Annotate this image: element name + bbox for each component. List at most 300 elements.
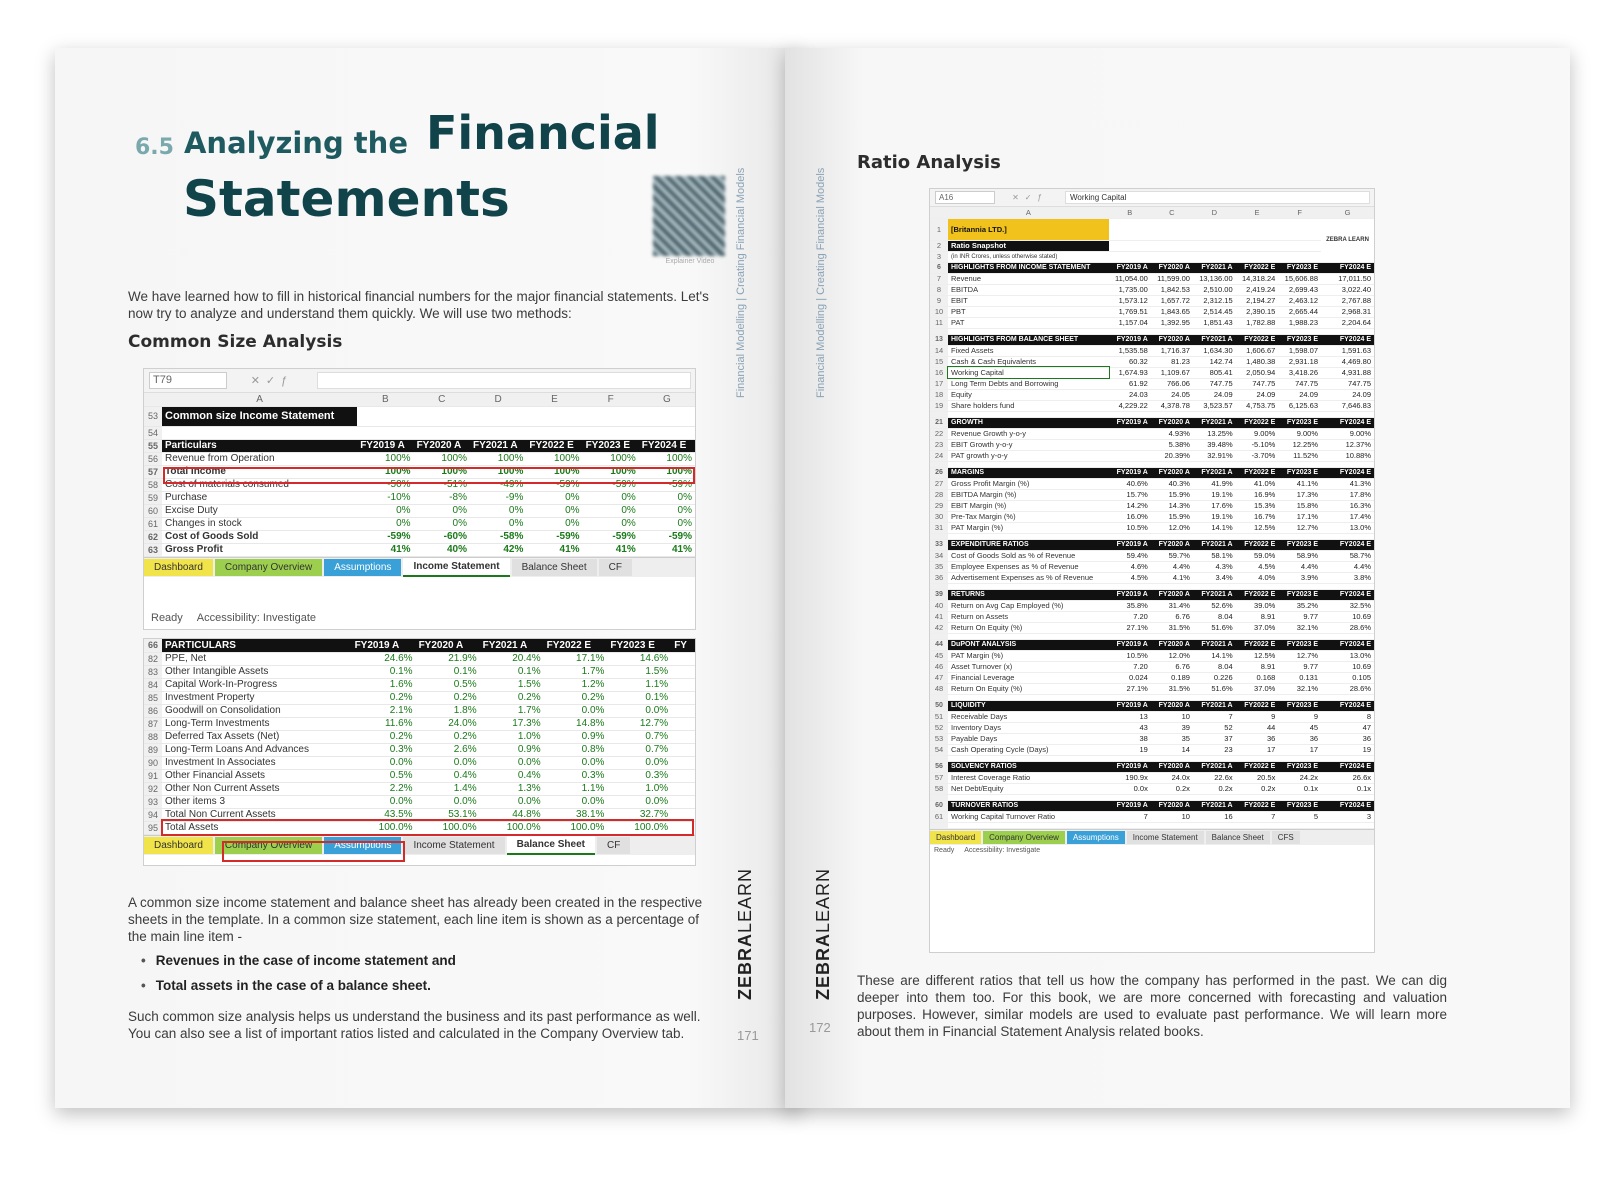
value-cell[interactable]: 3.4% xyxy=(1193,572,1236,583)
value-cell[interactable]: 2.2% xyxy=(352,782,416,795)
value-cell[interactable]: 0.0% xyxy=(544,795,608,808)
empty-cell[interactable] xyxy=(1151,240,1193,251)
empty-cell[interactable] xyxy=(470,406,526,426)
value-cell[interactable]: 16.0% xyxy=(1109,511,1151,522)
value-cell[interactable]: 0.105 xyxy=(1321,672,1374,683)
value-cell[interactable]: 11,054.00 xyxy=(1109,273,1151,284)
value-cell[interactable]: -9% xyxy=(470,491,526,504)
row-label[interactable]: Other Non Current Assets xyxy=(162,782,352,795)
value-cell[interactable]: 14.6% xyxy=(607,652,671,665)
value-cell[interactable]: 0.2% xyxy=(544,691,608,704)
value-cell[interactable]: 39.48% xyxy=(1193,439,1236,450)
value-cell[interactable]: 1,157.04 xyxy=(1109,317,1151,328)
value-cell[interactable]: 4,931.88 xyxy=(1321,367,1374,378)
row-label[interactable]: Excise Duty xyxy=(162,504,357,517)
value-cell[interactable]: 1,769.51 xyxy=(1109,306,1151,317)
value-cell[interactable]: 0.8% xyxy=(544,743,608,756)
value-cell[interactable]: 0.0% xyxy=(416,756,480,769)
row-label[interactable]: Interest Coverage Ratio xyxy=(948,772,1109,783)
value-cell[interactable]: -59% xyxy=(526,530,582,543)
value-cell[interactable]: 0.168 xyxy=(1236,672,1279,683)
value-cell[interactable]: 53.1% xyxy=(416,808,480,821)
value-cell[interactable]: 20.5x xyxy=(1236,772,1279,783)
value-cell[interactable]: 0.3% xyxy=(352,743,416,756)
value-cell[interactable]: 100% xyxy=(357,452,413,465)
value-cell[interactable]: 100% xyxy=(470,452,526,465)
value-cell[interactable]: 747.75 xyxy=(1321,378,1374,389)
value-cell[interactable]: 12.37% xyxy=(1321,439,1374,450)
row-label[interactable]: Payable Days xyxy=(948,733,1109,744)
value-cell[interactable]: 41% xyxy=(357,543,413,556)
empty-cell[interactable] xyxy=(1193,218,1236,240)
value-cell[interactable]: 1,598.07 xyxy=(1278,345,1321,356)
value-cell[interactable]: 5.38% xyxy=(1151,439,1193,450)
value-cell[interactable]: 10.69 xyxy=(1321,611,1374,622)
value-cell[interactable]: 14,318.24 xyxy=(1236,273,1279,284)
value-cell[interactable]: 12.7% xyxy=(1278,522,1321,533)
value-cell[interactable]: 0.2% xyxy=(352,730,416,743)
value-cell[interactable]: 16 xyxy=(1193,811,1236,822)
value-cell[interactable]: 747.75 xyxy=(1193,378,1236,389)
value-cell[interactable]: 13.0% xyxy=(1321,650,1374,661)
value-cell[interactable]: 100.0% xyxy=(352,821,416,834)
value-cell[interactable]: 0.0% xyxy=(480,756,544,769)
value-cell[interactable]: 100% xyxy=(414,465,470,478)
value-cell[interactable]: 0.0% xyxy=(544,756,608,769)
value-cell[interactable]: 0.5% xyxy=(416,678,480,691)
row-label[interactable]: Return On Equity (%) xyxy=(948,683,1109,694)
value-cell[interactable]: 2.6% xyxy=(416,743,480,756)
value-cell[interactable]: 10.5% xyxy=(1109,522,1151,533)
value-cell[interactable]: 747.75 xyxy=(1278,378,1321,389)
value-cell[interactable]: 41.1% xyxy=(1278,478,1321,489)
value-cell[interactable]: 0% xyxy=(526,491,582,504)
value-cell[interactable]: 0.131 xyxy=(1278,672,1321,683)
value-cell[interactable] xyxy=(1109,439,1151,450)
row-label[interactable]: Long-Term Investments xyxy=(162,717,352,730)
value-cell[interactable]: 14.2% xyxy=(1109,500,1151,511)
value-cell[interactable]: 13,136.00 xyxy=(1193,273,1236,284)
value-cell[interactable]: 805.41 xyxy=(1193,367,1236,378)
value-cell[interactable]: 12.25% xyxy=(1278,439,1321,450)
value-cell[interactable]: 0% xyxy=(639,517,695,530)
value-cell[interactable]: 0.1% xyxy=(607,691,671,704)
empty-cell[interactable] xyxy=(526,426,582,439)
sheet-tab[interactable]: Balance Sheet xyxy=(507,836,595,855)
value-cell[interactable]: 8.04 xyxy=(1193,661,1236,672)
value-cell[interactable]: 0% xyxy=(583,504,639,517)
value-cell[interactable]: 0.0% xyxy=(544,704,608,717)
value-cell[interactable]: 2.1% xyxy=(352,704,416,717)
value-cell[interactable]: 3.8% xyxy=(1321,572,1374,583)
accessibility-status[interactable]: Accessibility: Investigate xyxy=(196,612,317,624)
value-cell[interactable]: 1,842.53 xyxy=(1151,284,1193,295)
value-cell[interactable]: 1.0% xyxy=(607,782,671,795)
value-cell[interactable]: 32.91% xyxy=(1193,450,1236,461)
value-cell[interactable]: 39 xyxy=(1151,722,1193,733)
value-cell[interactable]: 4,378.78 xyxy=(1151,400,1193,411)
value-cell[interactable]: 142.74 xyxy=(1193,356,1236,367)
value-cell[interactable]: 0.1% xyxy=(416,665,480,678)
value-cell[interactable]: 0.0% xyxy=(607,704,671,717)
value-cell[interactable]: 6.76 xyxy=(1151,661,1193,672)
value-cell[interactable]: 12.7% xyxy=(607,717,671,730)
column-header[interactable]: C xyxy=(1151,207,1193,218)
value-cell[interactable]: 19.1% xyxy=(1193,489,1236,500)
value-cell[interactable]: 4,753.75 xyxy=(1236,400,1279,411)
empty-cell[interactable] xyxy=(1236,251,1279,262)
row-label[interactable]: Revenue Growth y-o-y xyxy=(948,428,1109,439)
row-label[interactable]: Advertisement Expenses as % of Revenue xyxy=(948,572,1109,583)
value-cell[interactable]: 7 xyxy=(1109,811,1151,822)
value-cell[interactable]: 52.6% xyxy=(1193,600,1236,611)
value-cell[interactable]: 0.1% xyxy=(352,665,416,678)
value-cell[interactable]: 100.0% xyxy=(480,821,544,834)
sheet-tab[interactable]: Assumptions xyxy=(1067,831,1125,844)
value-cell[interactable]: 40% xyxy=(414,543,470,556)
value-cell[interactable]: 4.5% xyxy=(1236,561,1279,572)
value-cell[interactable]: 11.6% xyxy=(352,717,416,730)
value-cell[interactable]: 100% xyxy=(414,452,470,465)
value-cell[interactable]: 3,418.26 xyxy=(1278,367,1321,378)
value-cell[interactable]: 190.9x xyxy=(1109,772,1151,783)
value-cell[interactable]: 0% xyxy=(526,504,582,517)
value-cell[interactable]: 9 xyxy=(1278,711,1321,722)
value-cell[interactable]: 17 xyxy=(1278,744,1321,755)
value-cell[interactable]: 0.2x xyxy=(1236,783,1279,794)
value-cell[interactable]: 100% xyxy=(639,465,695,478)
empty-cell[interactable] xyxy=(671,782,695,795)
value-cell[interactable]: 1,988.23 xyxy=(1278,317,1321,328)
empty-cell[interactable] xyxy=(1236,218,1279,240)
value-cell[interactable]: 8.04 xyxy=(1193,611,1236,622)
value-cell[interactable]: 38.1% xyxy=(544,808,608,821)
value-cell[interactable]: 41% xyxy=(639,543,695,556)
value-cell[interactable]: 20.39% xyxy=(1151,450,1193,461)
value-cell[interactable]: 0.0x xyxy=(1109,783,1151,794)
value-cell[interactable]: 17,011.50 xyxy=(1321,273,1374,284)
value-cell[interactable]: 58.9% xyxy=(1278,550,1321,561)
value-cell[interactable]: 10.69 xyxy=(1321,661,1374,672)
value-cell[interactable]: 39.0% xyxy=(1236,600,1279,611)
value-cell[interactable]: 0.9% xyxy=(544,730,608,743)
value-cell[interactable]: 17.3% xyxy=(1278,489,1321,500)
accessibility-status[interactable]: Accessibility: Investigate xyxy=(964,846,1041,854)
value-cell[interactable]: 12.0% xyxy=(1151,522,1193,533)
row-label[interactable]: Fixed Assets xyxy=(948,345,1109,356)
value-cell[interactable]: 3 xyxy=(1321,811,1374,822)
value-cell[interactable]: 16.9% xyxy=(1236,489,1279,500)
sheet-tab[interactable]: Company Overview xyxy=(215,559,322,576)
column-header[interactable]: C xyxy=(414,393,470,406)
value-cell[interactable]: 28.6% xyxy=(1321,622,1374,633)
value-cell[interactable]: 32.1% xyxy=(1278,683,1321,694)
row-label[interactable]: Revenue xyxy=(948,273,1109,284)
value-cell[interactable]: -59% xyxy=(357,530,413,543)
value-cell[interactable]: 13.25% xyxy=(1193,428,1236,439)
value-cell[interactable]: 747.75 xyxy=(1236,378,1279,389)
row-label[interactable]: Cash Operating Cycle (Days) xyxy=(948,744,1109,755)
value-cell[interactable]: 1,716.37 xyxy=(1151,345,1193,356)
row-label[interactable]: Return on Avg Cap Employed (%) xyxy=(948,600,1109,611)
value-cell[interactable]: 100% xyxy=(526,452,582,465)
value-cell[interactable]: 26.6x xyxy=(1321,772,1374,783)
value-cell[interactable]: 15.7% xyxy=(1109,489,1151,500)
column-header[interactable]: E xyxy=(526,393,582,406)
value-cell[interactable]: 0.226 xyxy=(1193,672,1236,683)
value-cell[interactable]: 0.2% xyxy=(480,691,544,704)
row-label[interactable]: EBIT Margin (%) xyxy=(948,500,1109,511)
empty-cell[interactable] xyxy=(1236,822,1279,828)
value-cell[interactable]: 1,109.67 xyxy=(1151,367,1193,378)
value-cell[interactable]: 5 xyxy=(1278,811,1321,822)
value-cell[interactable]: 9.00% xyxy=(1236,428,1279,439)
row-label[interactable]: Receivable Days xyxy=(948,711,1109,722)
value-cell[interactable]: 21.9% xyxy=(416,652,480,665)
value-cell[interactable]: 2,419.24 xyxy=(1236,284,1279,295)
column-header[interactable]: A xyxy=(948,207,1109,218)
value-cell[interactable]: 37.0% xyxy=(1236,622,1279,633)
value-cell[interactable]: 36 xyxy=(1236,733,1279,744)
value-cell[interactable]: 17.4% xyxy=(1321,511,1374,522)
value-cell[interactable]: 1.7% xyxy=(544,665,608,678)
value-cell[interactable]: 100.0% xyxy=(416,821,480,834)
row-label[interactable]: PPE, Net xyxy=(162,652,352,665)
value-cell[interactable]: 38 xyxy=(1109,733,1151,744)
value-cell[interactable]: 27.1% xyxy=(1109,622,1151,633)
value-cell[interactable]: -3.70% xyxy=(1236,450,1279,461)
row-label[interactable]: PAT Margin (%) xyxy=(948,650,1109,661)
sheet-tab[interactable]: Balance Sheet xyxy=(1206,831,1270,844)
empty-cell[interactable] xyxy=(1109,822,1151,828)
value-cell[interactable]: 52 xyxy=(1193,722,1236,733)
value-cell[interactable]: 0.4% xyxy=(416,769,480,782)
value-cell[interactable]: 0.189 xyxy=(1151,672,1193,683)
value-cell[interactable]: 0% xyxy=(526,517,582,530)
value-cell[interactable]: 31.5% xyxy=(1151,683,1193,694)
row-label[interactable]: Long Term Debts and Borrowing xyxy=(948,378,1109,389)
empty-cell[interactable] xyxy=(671,756,695,769)
value-cell[interactable]: -59% xyxy=(526,478,582,491)
value-cell[interactable]: 24.6% xyxy=(352,652,416,665)
formula-input[interactable] xyxy=(317,372,691,389)
value-cell[interactable]: 47 xyxy=(1321,722,1374,733)
value-cell[interactable]: 45 xyxy=(1278,722,1321,733)
value-cell[interactable]: 31.5% xyxy=(1151,622,1193,633)
value-cell[interactable]: 9.77 xyxy=(1278,611,1321,622)
row-label[interactable]: Deferred Tax Assets (Net) xyxy=(162,730,352,743)
column-header[interactable]: F xyxy=(1278,207,1321,218)
value-cell[interactable]: 9 xyxy=(1236,711,1279,722)
row-label[interactable]: Other items 3 xyxy=(162,795,352,808)
value-cell[interactable]: 23 xyxy=(1193,744,1236,755)
empty-cell[interactable] xyxy=(1151,822,1193,828)
value-cell[interactable]: 9.00% xyxy=(1321,428,1374,439)
value-cell[interactable]: -59% xyxy=(639,478,695,491)
value-cell[interactable]: -8% xyxy=(414,491,470,504)
value-cell[interactable]: 2,968.31 xyxy=(1321,306,1374,317)
row-label[interactable]: EBIT xyxy=(948,295,1109,306)
sheet-tab[interactable]: CF xyxy=(597,837,630,854)
value-cell[interactable]: 2,050.94 xyxy=(1236,367,1279,378)
value-cell[interactable]: 24.2x xyxy=(1278,772,1321,783)
value-cell[interactable]: 15.9% xyxy=(1151,489,1193,500)
row-label[interactable]: Return on Assets xyxy=(948,611,1109,622)
value-cell[interactable]: 17.1% xyxy=(544,652,608,665)
value-cell[interactable]: 100% xyxy=(583,465,639,478)
value-cell[interactable]: 11,599.00 xyxy=(1151,273,1193,284)
value-cell[interactable]: 0% xyxy=(639,491,695,504)
empty-cell[interactable] xyxy=(1151,251,1193,262)
value-cell[interactable]: 15.3% xyxy=(1236,500,1279,511)
value-cell[interactable]: 4.1% xyxy=(1151,572,1193,583)
value-cell[interactable]: -50% xyxy=(357,478,413,491)
empty-cell[interactable] xyxy=(671,795,695,808)
value-cell[interactable]: 10.88% xyxy=(1321,450,1374,461)
row-label[interactable]: EBIT Growth y-o-y xyxy=(948,439,1109,450)
row-label[interactable]: Purchase xyxy=(162,491,357,504)
value-cell[interactable]: 6,125.63 xyxy=(1278,400,1321,411)
value-cell[interactable]: 1.4% xyxy=(416,782,480,795)
row-label[interactable]: Employee Expenses as % of Revenue xyxy=(948,561,1109,572)
value-cell[interactable]: 1,674.93 xyxy=(1109,367,1151,378)
value-cell[interactable]: 100% xyxy=(583,452,639,465)
empty-cell[interactable] xyxy=(583,426,639,439)
value-cell[interactable]: 14 xyxy=(1151,744,1193,755)
value-cell[interactable]: 100% xyxy=(357,465,413,478)
value-cell[interactable]: 2,699.43 xyxy=(1278,284,1321,295)
value-cell[interactable]: 4.4% xyxy=(1321,561,1374,572)
value-cell[interactable]: 0.0% xyxy=(607,756,671,769)
row-label[interactable]: Share holders fund xyxy=(948,400,1109,411)
value-cell[interactable]: 41.9% xyxy=(1193,478,1236,489)
value-cell[interactable]: 20.4% xyxy=(480,652,544,665)
value-cell[interactable]: 19 xyxy=(1321,744,1374,755)
value-cell[interactable]: 14.1% xyxy=(1193,650,1236,661)
value-cell[interactable]: 51.6% xyxy=(1193,622,1236,633)
value-cell[interactable]: 0% xyxy=(583,517,639,530)
value-cell[interactable]: 11.52% xyxy=(1278,450,1321,461)
value-cell[interactable]: 0.9% xyxy=(480,743,544,756)
empty-cell[interactable] xyxy=(470,426,526,439)
row-label[interactable]: PAT growth y-o-y xyxy=(948,450,1109,461)
value-cell[interactable]: 15.8% xyxy=(1278,500,1321,511)
value-cell[interactable]: 4.0% xyxy=(1236,572,1279,583)
value-cell[interactable]: 24.09 xyxy=(1193,389,1236,400)
sheet-tab[interactable]: Income Statement xyxy=(403,558,509,577)
empty-cell[interactable] xyxy=(526,406,582,426)
value-cell[interactable]: 1,480.38 xyxy=(1236,356,1279,367)
value-cell[interactable]: 1,606.67 xyxy=(1236,345,1279,356)
value-cell[interactable]: 37.0% xyxy=(1236,683,1279,694)
value-cell[interactable]: 1,634.30 xyxy=(1193,345,1236,356)
value-cell[interactable]: 1.2% xyxy=(544,678,608,691)
value-cell[interactable]: 3.9% xyxy=(1278,572,1321,583)
value-cell[interactable]: 1,591.63 xyxy=(1321,345,1374,356)
row-label[interactable]: Pre-Tax Margin (%) xyxy=(948,511,1109,522)
sheet-tab[interactable]: Dashboard xyxy=(144,837,213,854)
value-cell[interactable]: 3,523.57 xyxy=(1193,400,1236,411)
empty-cell[interactable] xyxy=(1109,251,1151,262)
value-cell[interactable]: -59% xyxy=(583,530,639,543)
sheet-tab[interactable]: CFS xyxy=(1272,831,1300,844)
value-cell[interactable]: 1,535.58 xyxy=(1109,345,1151,356)
value-cell[interactable]: 1,735.00 xyxy=(1109,284,1151,295)
value-cell[interactable]: 41% xyxy=(526,543,582,556)
empty-cell[interactable] xyxy=(357,426,413,439)
value-cell[interactable]: 4,229.22 xyxy=(1109,400,1151,411)
value-cell[interactable]: 24.0x xyxy=(1151,772,1193,783)
value-cell[interactable]: 7,646.83 xyxy=(1321,400,1374,411)
row-label[interactable]: Cost of materials consumed xyxy=(162,478,357,491)
value-cell[interactable]: 22.6x xyxy=(1193,772,1236,783)
value-cell[interactable]: 9.77 xyxy=(1278,661,1321,672)
value-cell[interactable]: 0.3% xyxy=(607,769,671,782)
value-cell[interactable]: 0.2% xyxy=(416,730,480,743)
row-label[interactable]: Asset Turnover (x) xyxy=(948,661,1109,672)
value-cell[interactable]: 1.1% xyxy=(607,678,671,691)
value-cell[interactable]: 32.1% xyxy=(1278,622,1321,633)
row-label[interactable]: Investment In Associates xyxy=(162,756,352,769)
value-cell[interactable]: 35 xyxy=(1151,733,1193,744)
value-cell[interactable]: -58% xyxy=(470,530,526,543)
row-label[interactable]: EBITDA Margin (%) xyxy=(948,489,1109,500)
value-cell[interactable]: 1.7% xyxy=(480,704,544,717)
value-cell[interactable]: 2,510.00 xyxy=(1193,284,1236,295)
row-label[interactable]: Financial Leverage xyxy=(948,672,1109,683)
value-cell[interactable]: 12.5% xyxy=(1236,522,1279,533)
column-header[interactable]: B xyxy=(357,393,413,406)
value-cell[interactable]: 2,463.12 xyxy=(1278,295,1321,306)
value-cell[interactable]: 0.0% xyxy=(352,795,416,808)
row-label[interactable]: Working Capital xyxy=(948,367,1109,378)
value-cell[interactable]: 1.5% xyxy=(607,665,671,678)
value-cell[interactable]: 0.7% xyxy=(607,743,671,756)
empty-cell[interactable] xyxy=(1109,240,1151,251)
empty-cell[interactable] xyxy=(671,730,695,743)
empty-cell[interactable] xyxy=(1278,240,1321,251)
value-cell[interactable]: 40.3% xyxy=(1151,478,1193,489)
value-cell[interactable]: 36 xyxy=(1321,733,1374,744)
sheet-tab[interactable]: Assumptions xyxy=(324,559,401,576)
value-cell[interactable]: 15.9% xyxy=(1151,511,1193,522)
empty-cell[interactable] xyxy=(948,822,1109,828)
row-label[interactable]: Revenue from Operation xyxy=(162,452,357,465)
column-header[interactable]: G xyxy=(1321,207,1374,218)
value-cell[interactable]: 24.05 xyxy=(1151,389,1193,400)
value-cell[interactable]: 1,851.43 xyxy=(1193,317,1236,328)
value-cell[interactable]: 4.3% xyxy=(1193,561,1236,572)
row-label[interactable]: Gross Profit Margin (%) xyxy=(948,478,1109,489)
empty-cell[interactable] xyxy=(1193,251,1236,262)
empty-cell[interactable] xyxy=(357,406,413,426)
row-label[interactable]: Capital Work-In-Progress xyxy=(162,678,352,691)
row-label[interactable]: Cost of Goods Sold xyxy=(162,530,357,543)
row-label[interactable]: Return On Equity (%) xyxy=(948,622,1109,633)
value-cell[interactable]: 19 xyxy=(1109,744,1151,755)
column-header[interactable]: D xyxy=(1193,207,1236,218)
value-cell[interactable]: 4.4% xyxy=(1151,561,1193,572)
value-cell[interactable]: 7 xyxy=(1236,811,1279,822)
value-cell[interactable]: 7.20 xyxy=(1109,611,1151,622)
empty-cell[interactable] xyxy=(1151,218,1193,240)
value-cell[interactable]: 59.0% xyxy=(1236,550,1279,561)
sheet-tab[interactable]: Income Statement xyxy=(403,837,504,854)
value-cell[interactable]: 24.09 xyxy=(1236,389,1279,400)
value-cell[interactable]: 8 xyxy=(1321,711,1374,722)
value-cell[interactable]: 44 xyxy=(1236,722,1279,733)
value-cell[interactable] xyxy=(1109,428,1151,439)
